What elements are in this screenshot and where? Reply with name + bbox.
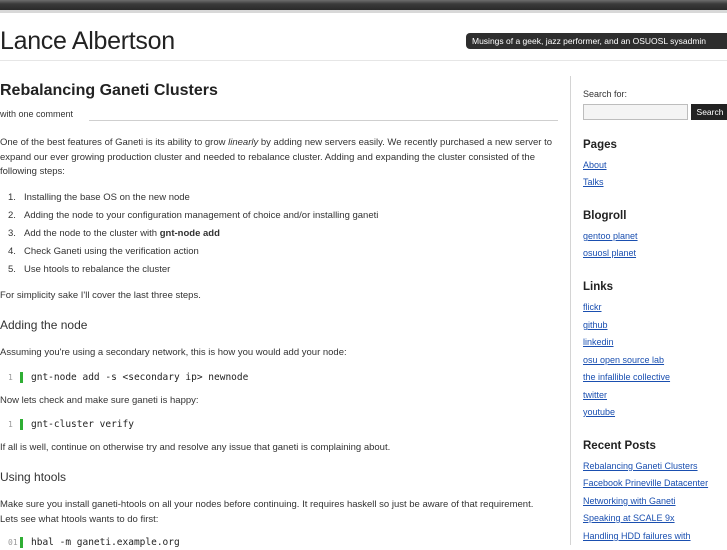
code-gutter-bar [20, 537, 23, 548]
line-number: 01 [8, 538, 18, 547]
recent-post-link[interactable]: Speaking at SCALE 9x [583, 513, 675, 523]
assuming-paragraph: Assuming you're using a secondary network, this is how you would add your node: [0, 347, 347, 358]
comments-link[interactable]: with one comment [0, 109, 74, 119]
code-block-add-node [8, 371, 248, 385]
site-tagline: Musings of a geek, jazz performer, and an OSUOSL sysadmin [466, 33, 727, 49]
site-title[interactable]: Lance Albertson [0, 27, 175, 55]
search-input[interactable] [583, 104, 688, 120]
recent-post-link[interactable]: Rebalancing Ganeti Clusters [583, 461, 698, 471]
links-widget-title: Links [583, 281, 614, 293]
search-label: Search for: [583, 89, 628, 99]
blogroll-link-gentoo-planet[interactable]: gentoo planet [583, 231, 638, 241]
link-flickr[interactable]: flickr [583, 302, 602, 312]
blogroll-link-osuosl-planet[interactable]: osuosl planet [583, 248, 637, 258]
step-text: Add the node to the cluster with [24, 228, 160, 239]
code-block-verify [8, 418, 134, 432]
line-number: 1 [8, 373, 13, 382]
header-divider [0, 60, 727, 61]
make-sure-paragraph: Make sure you install ganeti-htools on all your nodes before continuing. It requires haskell so just be aware of that requirement. Lets see what htools wants to do first: [0, 499, 534, 525]
link-twitter[interactable]: twitter [583, 390, 608, 400]
page-link-talks[interactable]: Talks [583, 177, 604, 187]
comments-divider [89, 120, 558, 121]
step-number: 2. [8, 210, 16, 221]
recent-post-link[interactable]: Facebook Prineville Datacenter [583, 478, 709, 488]
code-line: gnt-node add -s <secondary ip> newnode [31, 372, 249, 383]
intro-emphasis: linearly [228, 137, 259, 148]
step-text: Adding the node to your configuration management of choice and/or installing ganeti [24, 210, 379, 221]
code-line: hbal -m ganeti.example.org [31, 537, 180, 548]
code-block-hbal [8, 536, 180, 550]
all-well-paragraph: If all is well, continue on otherwise try and resolve any issue that ganeti is complaining about. [0, 442, 391, 453]
step-number: 1. [8, 192, 16, 203]
post-title[interactable]: Rebalancing Ganeti Clusters [0, 82, 218, 99]
blogroll-widget-title: Blogroll [583, 210, 627, 222]
list-item [0, 243, 378, 261]
page-link-about[interactable]: About [583, 160, 607, 170]
step-number: 3. [8, 228, 16, 239]
recent-post-link[interactable]: Handling HDD failures with [583, 531, 691, 541]
list-item [0, 225, 378, 243]
recent-post-link[interactable]: Networking with Ganeti [583, 496, 676, 506]
intro-text-a: One of the best features of Ganeti is its ability to grow [0, 137, 229, 148]
intro-text-b: by adding new servers easily. We recently purchased a new server to expand our ever growing production cluster and needed to rebalance cluster. Adding and expanding the cluster consisted of the following steps: [0, 137, 552, 177]
steps-list [0, 189, 378, 279]
list-item [0, 207, 378, 225]
link-github[interactable]: github [583, 320, 608, 330]
code-line: gnt-cluster verify [31, 419, 134, 430]
link-infallible-collective[interactable]: the infallible collective [583, 372, 671, 382]
step-command: gnt-node add [159, 228, 220, 239]
top-bar-divider [0, 10, 727, 13]
top-bar [0, 0, 727, 10]
step-text: Use htools to rebalance the cluster [24, 264, 171, 275]
list-item [0, 189, 378, 207]
code-gutter-bar [20, 419, 23, 430]
heading-adding-node: Adding the node [0, 318, 88, 332]
now-check-paragraph: Now lets check and make sure ganeti is happy: [0, 395, 199, 406]
list-item [0, 261, 378, 279]
code-gutter-bar [20, 372, 23, 383]
pages-widget-title: Pages [583, 139, 617, 151]
link-linkedin[interactable]: linkedin [583, 337, 614, 347]
recent-posts-widget-title: Recent Posts [583, 440, 656, 452]
link-youtube[interactable]: youtube [583, 407, 616, 417]
step-text: Installing the base OS on the new node [24, 192, 190, 203]
intro-paragraph [0, 136, 552, 180]
line-number: 1 [8, 420, 13, 429]
link-osu-open-source-lab[interactable]: osu open source lab [583, 355, 665, 365]
simplicity-paragraph: For simplicity sake I'll cover the last three steps. [0, 290, 201, 301]
step-number: 4. [8, 246, 16, 257]
sidebar-divider [570, 76, 571, 545]
heading-using-htools: Using htools [0, 470, 67, 484]
search-button[interactable]: Search [691, 104, 727, 120]
step-text: Check Ganeti using the verification action [24, 246, 199, 257]
step-number: 5. [8, 264, 16, 275]
comments-row [0, 109, 558, 119]
